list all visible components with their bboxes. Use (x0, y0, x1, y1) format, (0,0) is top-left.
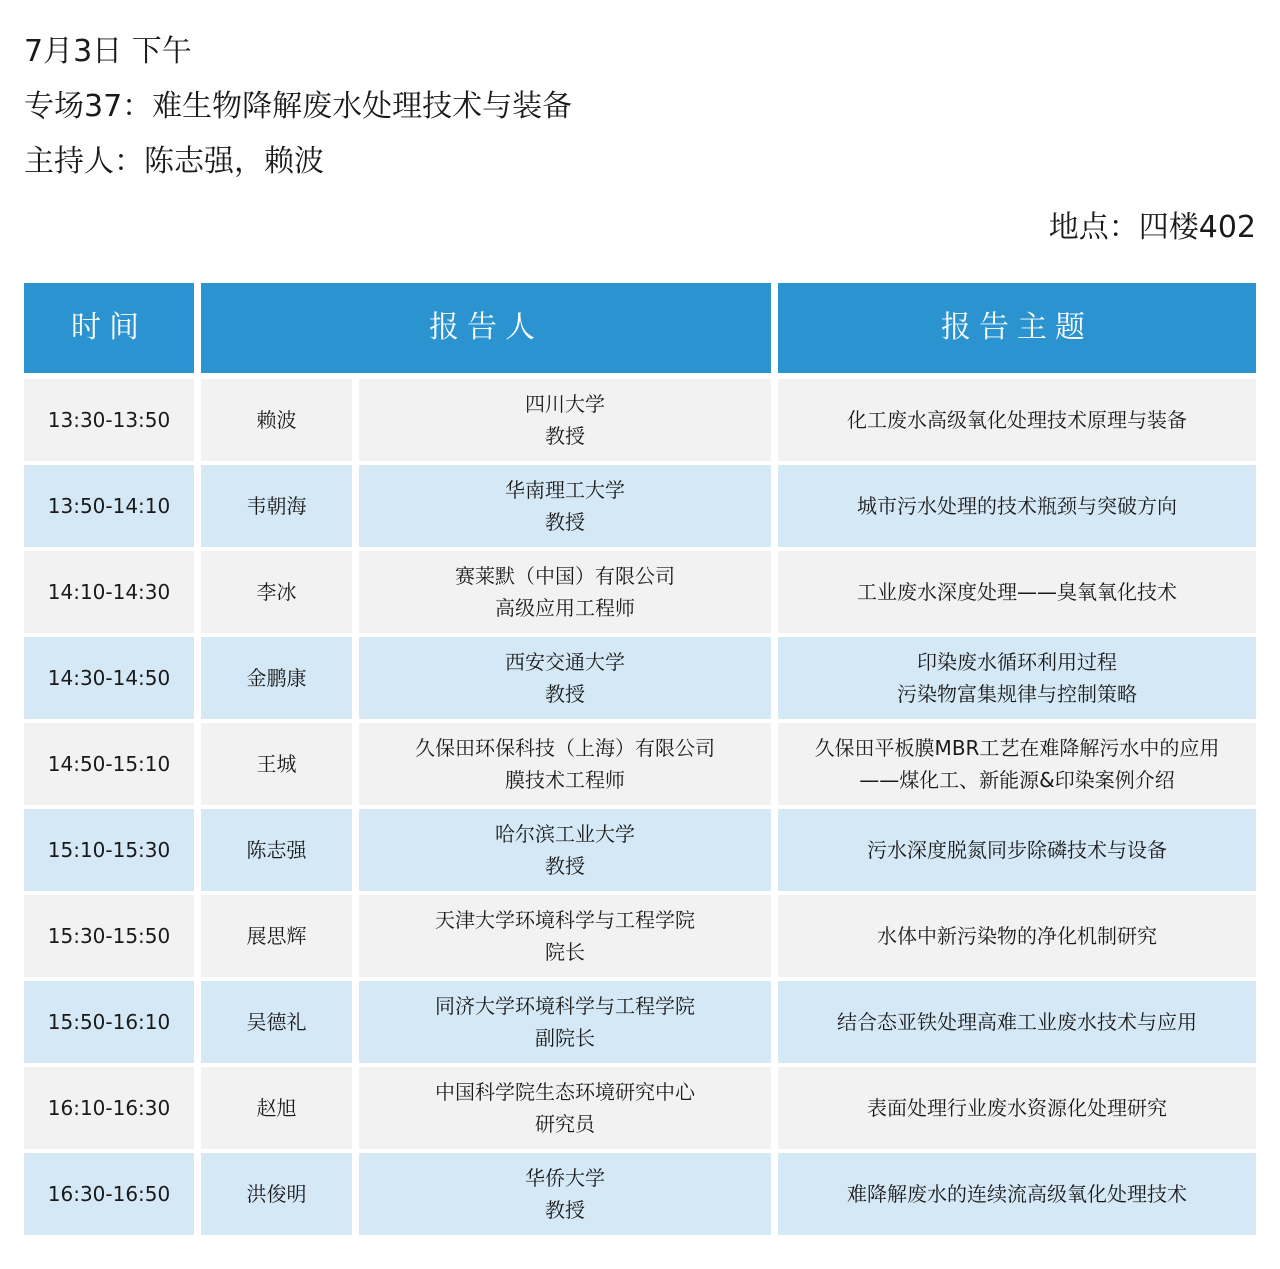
speaker-affiliation: 华侨大学 (525, 1166, 605, 1190)
topic-line: 结合态亚铁处理高难工业废水技术与应用 (837, 1010, 1197, 1034)
speaker-affiliation-cell (359, 895, 771, 977)
speaker-name-cell: 陈志强 (201, 809, 352, 891)
time-cell: 15:10-15:30 (24, 809, 194, 891)
speaker-name-cell: 赵旭 (201, 1067, 352, 1149)
speaker-name-cell: 李冰 (201, 551, 352, 633)
speaker-name-cell: 展思辉 (201, 895, 352, 977)
topic-line: 化工废水高级氧化处理技术原理与装备 (847, 408, 1187, 432)
header-time: 时间 (24, 283, 194, 373)
time-cell: 15:50-16:10 (24, 981, 194, 1063)
speaker-title: 研究员 (535, 1112, 595, 1136)
speaker-name-cell: 洪俊明 (201, 1153, 352, 1235)
speaker-title: 教授 (545, 682, 585, 706)
speaker-affiliation-cell (359, 723, 771, 805)
topic-cell (778, 465, 1256, 547)
speaker-affiliation: 同济大学环境科学与工程学院 (435, 994, 695, 1018)
topic-cell (778, 723, 1256, 805)
topic-cell (778, 551, 1256, 633)
time-cell: 16:10-16:30 (24, 1067, 194, 1149)
speaker-affiliation: 久保田环保科技（上海）有限公司 (415, 736, 715, 760)
speaker-title: 教授 (545, 854, 585, 878)
speaker-title: 教授 (545, 424, 585, 448)
session-host: 主持人：陈志强，赖波 (24, 144, 324, 179)
speaker-name-cell: 赖波 (201, 379, 352, 461)
speaker-affiliation: 华南理工大学 (505, 478, 625, 502)
speaker-name-cell: 吴德礼 (201, 981, 352, 1063)
speaker-affiliation-cell (359, 379, 771, 461)
speaker-affiliation-cell (359, 1067, 771, 1149)
speaker-title: 教授 (545, 1198, 585, 1222)
topic-cell (778, 637, 1256, 719)
time-cell: 14:50-15:10 (24, 723, 194, 805)
speaker-title: 教授 (545, 510, 585, 534)
topic-line: 水体中新污染物的净化机制研究 (877, 924, 1157, 948)
topic-cell (778, 895, 1256, 977)
topic-line: 污染物富集规律与控制策略 (897, 682, 1137, 706)
session-location: 地点：四楼402 (1048, 210, 1256, 245)
time-cell: 13:30-13:50 (24, 379, 194, 461)
speaker-affiliation-cell (359, 981, 771, 1063)
topic-line: 表面处理行业废水资源化处理研究 (867, 1096, 1167, 1120)
topic-line: 工业废水深度处理——臭氧氧化技术 (857, 580, 1177, 604)
speaker-affiliation: 西安交通大学 (505, 650, 625, 674)
speaker-name-cell: 韦朝海 (201, 465, 352, 547)
speaker-affiliation: 中国科学院生态环境研究中心 (435, 1080, 695, 1104)
speaker-name-cell: 金鹏康 (201, 637, 352, 719)
speaker-affiliation-cell (359, 551, 771, 633)
header-speaker: 报告人 (201, 283, 771, 373)
speaker-title: 高级应用工程师 (495, 596, 635, 620)
speaker-affiliation: 赛莱默（中国）有限公司 (455, 564, 675, 588)
topic-cell (778, 1153, 1256, 1235)
time-cell: 13:50-14:10 (24, 465, 194, 547)
time-cell: 15:30-15:50 (24, 895, 194, 977)
time-cell: 14:30-14:50 (24, 637, 194, 719)
speaker-affiliation-cell (359, 465, 771, 547)
topic-line: 久保田平板膜MBR工艺在难降解污水中的应用 (814, 736, 1220, 760)
speaker-title: 院长 (545, 940, 585, 964)
speaker-title: 副院长 (535, 1026, 595, 1050)
speaker-affiliation-cell (359, 809, 771, 891)
time-cell: 16:30-16:50 (24, 1153, 194, 1235)
topic-line: ——煤化工、新能源&印染案例介绍 (859, 768, 1175, 792)
topic-cell (778, 981, 1256, 1063)
speaker-affiliation: 哈尔滨工业大学 (495, 822, 635, 846)
speaker-affiliation-cell (359, 637, 771, 719)
topic-cell (778, 809, 1256, 891)
topic-line: 难降解废水的连续流高级氧化处理技术 (847, 1182, 1187, 1206)
speaker-affiliation: 天津大学环境科学与工程学院 (435, 908, 695, 932)
session-title: 专场37：难生物降解废水处理技术与装备 (24, 89, 573, 124)
speaker-title: 膜技术工程师 (505, 768, 625, 792)
speaker-affiliation-cell (359, 1153, 771, 1235)
topic-cell (778, 379, 1256, 461)
topic-line: 污水深度脱氮同步除磷技术与设备 (867, 838, 1167, 862)
speaker-affiliation: 四川大学 (525, 392, 605, 416)
time-cell: 14:10-14:30 (24, 551, 194, 633)
topic-cell (778, 1067, 1256, 1149)
speaker-name-cell: 王城 (201, 723, 352, 805)
session-date: 7月3日 下午 (24, 34, 192, 69)
header-topic: 报告主题 (778, 283, 1256, 373)
topic-line: 城市污水处理的技术瓶颈与突破方向 (857, 494, 1177, 518)
topic-line: 印染废水循环利用过程 (917, 650, 1117, 674)
